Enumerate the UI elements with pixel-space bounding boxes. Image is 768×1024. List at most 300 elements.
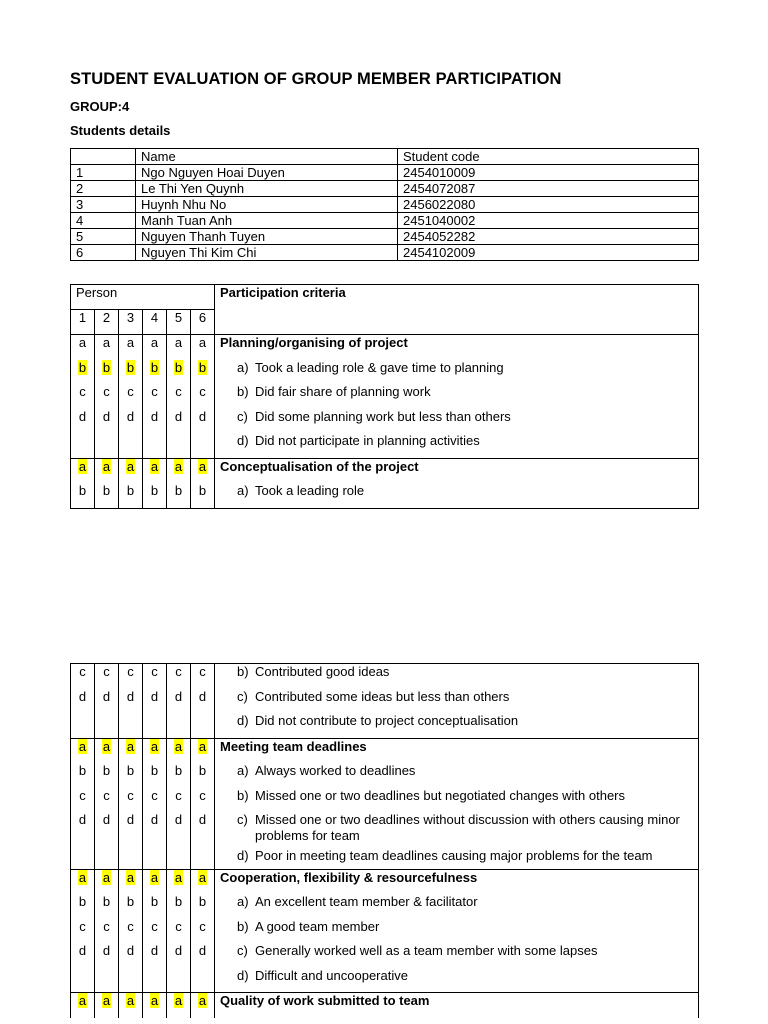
option-marker: c) [237,812,248,827]
choice-letter: b [174,483,183,498]
choice-letter: c [199,384,206,399]
choice-letter: a [78,993,87,1008]
choice-letter: a [126,738,135,754]
person-3-choice [119,993,143,1018]
person-2-choice [95,943,119,968]
option-marker: b) [237,787,249,803]
person-header: Person [71,285,215,310]
choice-letter: b [126,359,135,375]
criterion-title: Conceptualisation of the project [215,458,699,483]
person-3-choice [119,713,143,738]
choice-letter: a [126,993,135,1008]
person-5-choice [167,788,191,813]
student-number: 3 [71,197,136,213]
person-6-choice [191,335,215,360]
option-text: Did some planning work but less than others [255,408,511,424]
choice-letter: c [175,918,182,934]
person-5-choice [167,763,191,788]
person-4-choice [143,993,167,1018]
person-2-choice [95,993,119,1018]
person-3-choice [119,968,143,993]
choice-letter: c [127,787,134,803]
choice-letter: b [198,894,207,909]
student-name: Le Thi Yen Quynh [136,181,398,197]
student-name: Nguyen Thanh Tuyen [136,229,398,245]
choice-letter: b [150,483,159,498]
choice-letter: a [174,993,183,1008]
choice-letter: c [151,787,158,803]
option-text: Always worked to deadlines [255,763,416,778]
choice-letter: c [79,664,86,679]
criterion-option [215,968,699,993]
person-4-choice [143,788,167,813]
person-3-choice [119,919,143,944]
person-1-choice [71,689,95,714]
person-4-choice [143,664,167,689]
student-number: 1 [71,165,136,181]
person-5-choice [167,664,191,689]
person-6-choice [191,458,215,483]
person-5-choice [167,335,191,360]
person-3-choice [119,763,143,788]
person-6-choice [191,763,215,788]
person-6-choice [191,993,215,1018]
person-2-choice [95,713,119,738]
person-5-choice [167,713,191,738]
choice-letter: b [198,763,207,778]
choice-letter: b [102,483,111,498]
option-marker: c) [237,408,248,424]
person-6-choice [191,689,215,714]
person-3-choice [119,360,143,385]
person-5-choice [167,738,191,763]
option-text: Did not participate in planning activities [255,433,480,448]
choice-letter: c [103,787,110,803]
person-number-3: 3 [119,310,143,335]
criterion-option [215,689,699,714]
person-5-choice [167,919,191,944]
choice-letter: a [174,335,183,350]
person-2-choice [95,433,119,458]
student-number: 4 [71,213,136,229]
choice-letter: b [126,894,135,909]
choice-letter: a [198,335,207,350]
person-2-choice [95,738,119,763]
choice-letter: d [126,943,135,958]
choice-letter: a [126,458,135,474]
choice-letter: b [126,483,135,498]
choice-letter: b [174,894,183,909]
person-3-choice [119,894,143,919]
person-2-choice [95,409,119,434]
criterion-option [215,919,699,944]
student-name: Huynh Nhu No [136,197,398,213]
person-4-choice [143,919,167,944]
students-details-label: Students details [70,123,171,138]
person-1-choice [71,433,95,458]
choice-letter: a [174,738,183,754]
option-marker: d) [237,713,249,728]
criterion-option [215,713,699,738]
choice-letter: d [198,943,207,958]
choice-letter: a [150,869,159,885]
option-text: Contributed some ideas but less than others [255,688,510,704]
person-4-choice [143,844,167,869]
person-1-choice [71,738,95,763]
student-code: 2454052282 [398,229,699,245]
person-1-choice [71,483,95,508]
choice-letter: a [198,869,207,885]
choice-letter: d [150,408,159,424]
choice-letter: d [102,943,111,958]
option-marker: a) [237,763,249,778]
choice-letter: b [102,359,111,375]
choice-letter: a [102,869,111,885]
choice-letter: c [199,664,206,679]
choice-letter: d [102,408,111,424]
person-4-choice [143,968,167,993]
choice-letter: d [78,688,87,704]
student-code: 2454072087 [398,181,699,197]
choice-letter: d [150,812,159,827]
person-4-choice [143,458,167,483]
choice-letter: d [78,943,87,958]
person-5-choice [167,968,191,993]
option-marker: a) [237,483,249,498]
choice-letter: d [78,812,87,827]
person-6-choice [191,360,215,385]
choice-letter: b [198,359,207,375]
student-row [71,245,699,261]
criterion-option [215,409,699,434]
person-5-choice [167,689,191,714]
person-4-choice [143,763,167,788]
person-3-choice [119,483,143,508]
person-3-choice [119,844,143,869]
student-row [71,181,699,197]
choice-letter: a [126,869,135,885]
person-6-choice [191,483,215,508]
person-1-choice [71,894,95,919]
choice-letter: c [79,787,86,803]
students-header-cell: Student code [398,149,699,165]
choice-letter: b [150,894,159,909]
choice-letter: c [127,664,134,679]
person-6-choice [191,788,215,813]
choice-letter: c [79,384,86,399]
choice-letter: d [102,688,111,704]
student-row [71,213,699,229]
choice-letter: a [174,458,183,474]
person-3-choice [119,335,143,360]
person-3-choice [119,689,143,714]
person-3-choice [119,812,143,844]
criteria-table-page-2 [70,663,699,1018]
person-6-choice [191,433,215,458]
person-4-choice [143,812,167,844]
choice-letter: d [126,812,135,827]
criterion-title: Cooperation, flexibility & resourcefulness [215,869,699,894]
choice-letter: a [174,869,183,885]
document-title: STUDENT EVALUATION OF GROUP MEMBER PARTICIPATION [70,70,562,88]
criterion-option [215,943,699,968]
criterion-option [215,788,699,813]
person-6-choice [191,812,215,844]
student-number: 5 [71,229,136,245]
person-2-choice [95,335,119,360]
choice-letter: a [102,458,111,474]
person-4-choice [143,713,167,738]
choice-letter: a [78,335,87,350]
choice-letter: d [150,688,159,704]
option-text: Took a leading role [255,483,365,498]
choice-letter: d [174,943,183,958]
choice-letter: a [126,335,135,350]
choice-letter: c [175,664,182,679]
person-2-choice [95,483,119,508]
criterion-title: Quality of work submitted to team [215,993,699,1018]
person-4-choice [143,943,167,968]
person-5-choice [167,993,191,1018]
person-6-choice [191,409,215,434]
person-2-choice [95,788,119,813]
person-number-6: 6 [191,310,215,335]
criterion-option [215,433,699,458]
choice-letter: a [150,335,159,350]
person-5-choice [167,483,191,508]
person-1-choice [71,458,95,483]
person-4-choice [143,869,167,894]
person-1-choice [71,384,95,409]
person-5-choice [167,943,191,968]
choice-letter: d [102,812,111,827]
person-1-choice [71,360,95,385]
choice-letter: c [151,664,158,679]
person-2-choice [95,894,119,919]
option-text: Difficult and uncooperative [255,967,408,983]
person-4-choice [143,894,167,919]
choice-letter: d [174,688,183,704]
choice-letter: a [78,458,87,474]
students-header-cell [71,149,136,165]
person-1-choice [71,335,95,360]
student-name: Nguyen Thi Kim Chi [136,245,398,261]
student-code: 2451040002 [398,213,699,229]
choice-letter: a [150,458,159,474]
choice-letter: a [78,738,87,754]
person-3-choice [119,664,143,689]
choice-letter: c [127,918,134,934]
option-marker: b) [237,384,249,399]
choice-letter: c [151,384,158,399]
person-5-choice [167,409,191,434]
option-marker: a) [237,359,249,375]
choice-letter: b [78,359,87,375]
student-number: 6 [71,245,136,261]
group-label: GROUP:4 [70,99,130,114]
students-header-row [71,149,699,165]
choice-letter: a [150,738,159,754]
choice-letter: d [198,408,207,424]
choice-letter: d [174,812,183,827]
person-5-choice [167,433,191,458]
choice-letter: a [150,993,159,1008]
person-4-choice [143,483,167,508]
person-6-choice [191,664,215,689]
criterion-option [215,664,699,689]
option-text: Did fair share of planning work [255,384,431,399]
choice-letter: a [102,335,111,350]
person-6-choice [191,943,215,968]
option-marker: c) [237,943,248,958]
person-2-choice [95,812,119,844]
person-2-choice [95,763,119,788]
criterion-title: Planning/organising of project [215,335,699,360]
person-5-choice [167,458,191,483]
person-5-choice [167,360,191,385]
choice-letter: c [103,664,110,679]
person-2-choice [95,360,119,385]
person-1-choice [71,812,95,844]
choice-letter: c [151,918,158,934]
choice-letter: b [102,894,111,909]
students-table [70,148,699,261]
choice-letter: c [127,384,134,399]
person-3-choice [119,869,143,894]
person-1-choice [71,869,95,894]
option-text: An excellent team member & facilitator [255,894,478,909]
criterion-option [215,384,699,409]
choice-letter: c [199,918,206,934]
option-marker: d) [237,967,249,983]
criterion-title: Meeting team deadlines [215,738,699,763]
choice-letter: b [78,894,87,909]
choice-letter: d [78,408,87,424]
choice-letter: a [198,738,207,754]
choice-letter: c [175,384,182,399]
option-text: Poor in meeting team deadlines causing major problems for the team [255,848,653,863]
criterion-option [215,812,699,844]
person-5-choice [167,844,191,869]
choice-letter: a [102,738,111,754]
person-3-choice [119,458,143,483]
choice-letter: b [126,763,135,778]
person-1-choice [71,713,95,738]
option-text: Contributed good ideas [255,664,390,679]
person-2-choice [95,664,119,689]
option-text: Did not contribute to project conceptualisation [255,713,519,728]
student-code: 2456022080 [398,197,699,213]
person-5-choice [167,384,191,409]
option-marker: b) [237,664,249,679]
option-text: Took a leading role & gave time to planning [255,359,504,375]
person-5-choice [167,869,191,894]
person-4-choice [143,384,167,409]
criterion-option [215,763,699,788]
person-2-choice [95,458,119,483]
choice-letter: c [199,787,206,803]
person-2-choice [95,844,119,869]
person-1-choice [71,664,95,689]
choice-letter: a [78,869,87,885]
choice-letter: d [198,688,207,704]
person-6-choice [191,869,215,894]
person-1-choice [71,763,95,788]
option-marker: d) [237,433,249,448]
choice-letter: b [150,763,159,778]
choice-letter: b [150,359,159,375]
person-2-choice [95,869,119,894]
choice-letter: c [79,918,86,934]
person-1-choice [71,993,95,1018]
person-1-choice [71,919,95,944]
student-code: 2454010009 [398,165,699,181]
option-text: Missed one or two deadlines without discussion with others causing minor problems for team [255,812,680,843]
person-4-choice [143,409,167,434]
choice-letter: b [174,359,183,375]
person-1-choice [71,844,95,869]
person-1-choice [71,788,95,813]
choice-letter: b [198,483,207,498]
criterion-option [215,844,699,869]
student-name: Manh Tuan Anh [136,213,398,229]
criteria-table-page-1 [70,284,699,509]
person-6-choice [191,844,215,869]
person-number-2: 2 [95,310,119,335]
person-2-choice [95,968,119,993]
criteria-header: Participation criteria [215,285,699,335]
person-6-choice [191,919,215,944]
option-marker: b) [237,918,249,934]
option-text: A good team member [255,918,380,934]
option-text: Generally worked well as a team member with some lapses [255,943,598,958]
person-6-choice [191,968,215,993]
student-number: 2 [71,181,136,197]
person-4-choice [143,360,167,385]
person-1-choice [71,968,95,993]
choice-letter: d [174,408,183,424]
person-number-1: 1 [71,310,95,335]
student-code: 2454102009 [398,245,699,261]
person-4-choice [143,335,167,360]
person-4-choice [143,738,167,763]
choice-letter: d [126,688,135,704]
person-4-choice [143,433,167,458]
choice-letter: a [198,458,207,474]
person-1-choice [71,943,95,968]
person-3-choice [119,788,143,813]
option-marker: d) [237,848,249,863]
person-6-choice [191,738,215,763]
choice-letter: b [78,763,87,778]
student-row [71,229,699,245]
choice-letter: d [126,408,135,424]
person-2-choice [95,919,119,944]
person-1-choice [71,409,95,434]
choice-letter: a [198,993,207,1008]
student-row [71,165,699,181]
person-3-choice [119,943,143,968]
choice-letter: c [175,787,182,803]
person-2-choice [95,384,119,409]
person-6-choice [191,384,215,409]
person-4-choice [143,689,167,714]
choice-letter: b [174,763,183,778]
choice-letter: c [103,918,110,934]
criterion-option [215,894,699,919]
person-number-5: 5 [167,310,191,335]
criterion-option [215,360,699,385]
